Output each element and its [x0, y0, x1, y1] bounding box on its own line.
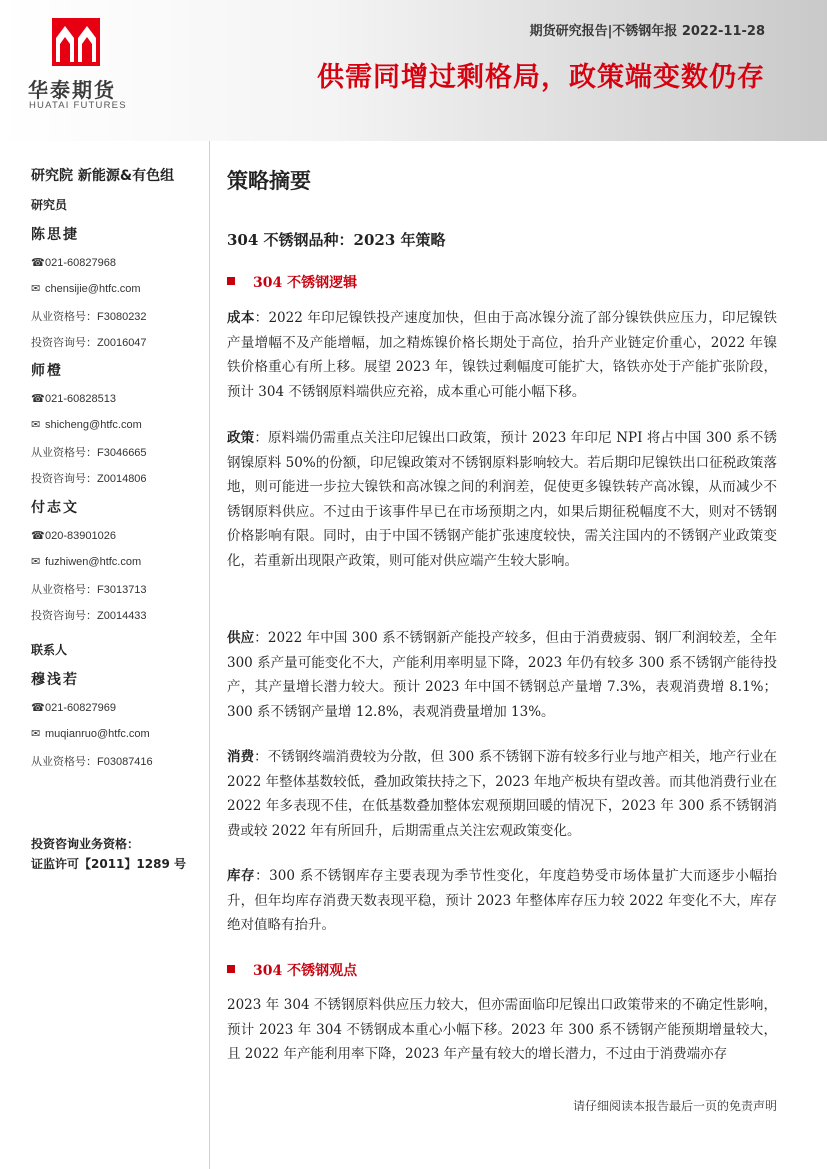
person-phone: ☎021-60827968 — [31, 257, 116, 269]
paragraph-inventory: 库存：300 系不锈钢库存主要表现为季节性变化，年度趋势受市场体量扩大而逐步小幅抬升，但年均库存消费天数表现平稳，预计 2023 年整体库存压力较 2022 年变化不大，库存绝对值略有抬升。 — [227, 868, 777, 933]
person-email[interactable]: ✉ chensijie@htfc.com — [31, 283, 141, 295]
report-header — [0, 0, 827, 141]
sidebar — [0, 141, 210, 1169]
person-qual: 从业资格号：F3080232 — [31, 311, 147, 323]
person-qual: 从业资格号：F3013713 — [31, 584, 147, 596]
person-name: 陈思捷 — [31, 227, 79, 243]
person-email[interactable]: ✉ muqianruo@htfc.com — [31, 728, 150, 740]
footer-disclaimer: 请仔细阅读本报告最后一页的免责声明 — [572, 1099, 777, 1113]
contact-label: 联系人 — [31, 643, 68, 657]
report-tag: 期货研究报告|不锈钢年报 2022-11-28 — [529, 24, 765, 39]
logo-text-en: HUATAI FUTURES — [29, 100, 127, 111]
person-phone: ☎020-83901026 — [31, 530, 116, 542]
square-bullet-icon — [227, 965, 235, 973]
email-icon: ✉ — [31, 556, 41, 568]
strategy-subtitle: 304 不锈钢品种：2023 年策略 — [227, 231, 446, 249]
person-name: 付志文 — [31, 500, 79, 516]
report-title: 供需同增过剩格局，政策端变数仍存 — [317, 62, 765, 93]
person-qual: 从业资格号：F3046665 — [31, 447, 147, 459]
paragraph-supply: 供应：2022 年中国 300 系不锈钢新产能投产较多，但由于消费疲弱、钢厂利润较差，全年 300 系产量可能变化不大，产能利用率明显下降，2023 年仍有较多 300 系不锈钢产能待投产，其产量增长潜力较大。预计 2023 年中国不锈钢总产量增 7.3%，表观消费增 8.1%；300 系不锈钢产量增 12.8%，表观消费量增加 13%。 — [227, 630, 778, 720]
phone-icon: ☎ — [31, 393, 45, 405]
paragraph-cost: 成本：2022 年印尼镍铁投产速度加快，但由于高冰镍分流了部分镍铁供应压力，印尼镍铁产量增幅不及产能增幅，加之精炼镍价格长期处于高位，抬升产业链定价重心，2022 年镍铁价格重心有所上移。展望 2023 年，镍铁过剩幅度可能扩大，铬铁亦处于产能扩张阶段，预计 304 不锈钢原料端供应充裕，成本重心可能小幅下移。 — [227, 310, 777, 400]
paragraph-policy: 政策：原料端仍需重点关注印尼镍出口政策，预计 2023 年印尼 NPI 将占中国 300 系不锈钢镍原料 50%的份额，印尼镍政策对不锈钢原料影响较大。若后期印尼镍铁出口征税政策落地，则可能进一步拉大镍铁和高冰镍之间的利润差，促使更多镍铁转产高冰镍，从而减少不锈钢原料供应。不过由于该事件早已在市场预期之内，如果后期征税幅度不大，则对不锈钢价格影响有限。同时，由于中国不锈钢产能扩张速度较快，需关注国内的不锈钢产业政策变化，若重新出现限产政策，则可能对供应端产生较大影响。 — [227, 430, 777, 569]
institute-label: 研究院 新能源&有色组 — [31, 168, 175, 184]
email-icon: ✉ — [31, 419, 41, 431]
email-icon: ✉ — [31, 728, 41, 740]
person-phone: ☎021-60827969 — [31, 702, 116, 714]
researcher-label: 研究员 — [31, 198, 68, 212]
phone-icon: ☎ — [31, 257, 45, 269]
person-name: 师橙 — [31, 363, 63, 379]
phone-icon: ☎ — [31, 530, 45, 542]
person-invest: 投资咨询号：Z0014433 — [31, 610, 147, 622]
person-qual: 从业资格号：F03087416 — [31, 756, 153, 768]
person-phone: ☎021-60828513 — [31, 393, 116, 405]
person-invest: 投资咨询号：Z0014806 — [31, 473, 147, 485]
email-icon: ✉ — [31, 283, 41, 295]
huatai-logo-icon — [52, 18, 100, 66]
license-line: 投资咨询业务资格： — [31, 837, 140, 851]
strategy-title: 策略摘要 — [227, 169, 311, 193]
section-title: 304 不锈钢逻辑 — [227, 272, 357, 292]
paragraph-view: 2023 年 304 不锈钢原料供应压力较大，但亦需面临印尼镍出口政策带来的不确定性影响，预计 2023 年 304 不锈钢成本重心小幅下移。2023 年 300 系不锈钢产能预期增量较大，且 2022 年产能利用率下降，2023 年产量有较大的增长潜力，不过由于消费端亦存 — [227, 997, 777, 1062]
square-bullet-icon — [227, 277, 235, 285]
person-email[interactable]: ✉ shicheng@htfc.com — [31, 419, 142, 431]
license-line: 证监许可【2011】1289 号 — [31, 857, 186, 871]
section-title: 304 不锈钢观点 — [227, 960, 357, 980]
logo-text-cn: 华泰期货 — [28, 78, 116, 102]
paragraph-consumption: 消费：不锈钢终端消费较为分散，但 300 系不锈钢下游有较多行业与地产相关，地产行业在 2022 年整体基数较低，叠加政策扶持之下，2023 年地产板块有望改善。而其他消费行业在 2022 年多表现不佳，在低基数叠加整体宏观预期回暖的情况下，2023 年 300 系不锈钢消费或较 2022 年有所回升，后期需重点关注宏观政策变化。 — [227, 749, 777, 839]
person-email[interactable]: ✉ fuzhiwen@htfc.com — [31, 556, 142, 568]
phone-icon: ☎ — [31, 702, 45, 714]
person-name: 穆浅若 — [31, 672, 79, 688]
person-invest: 投资咨询号：Z0016047 — [31, 337, 147, 349]
